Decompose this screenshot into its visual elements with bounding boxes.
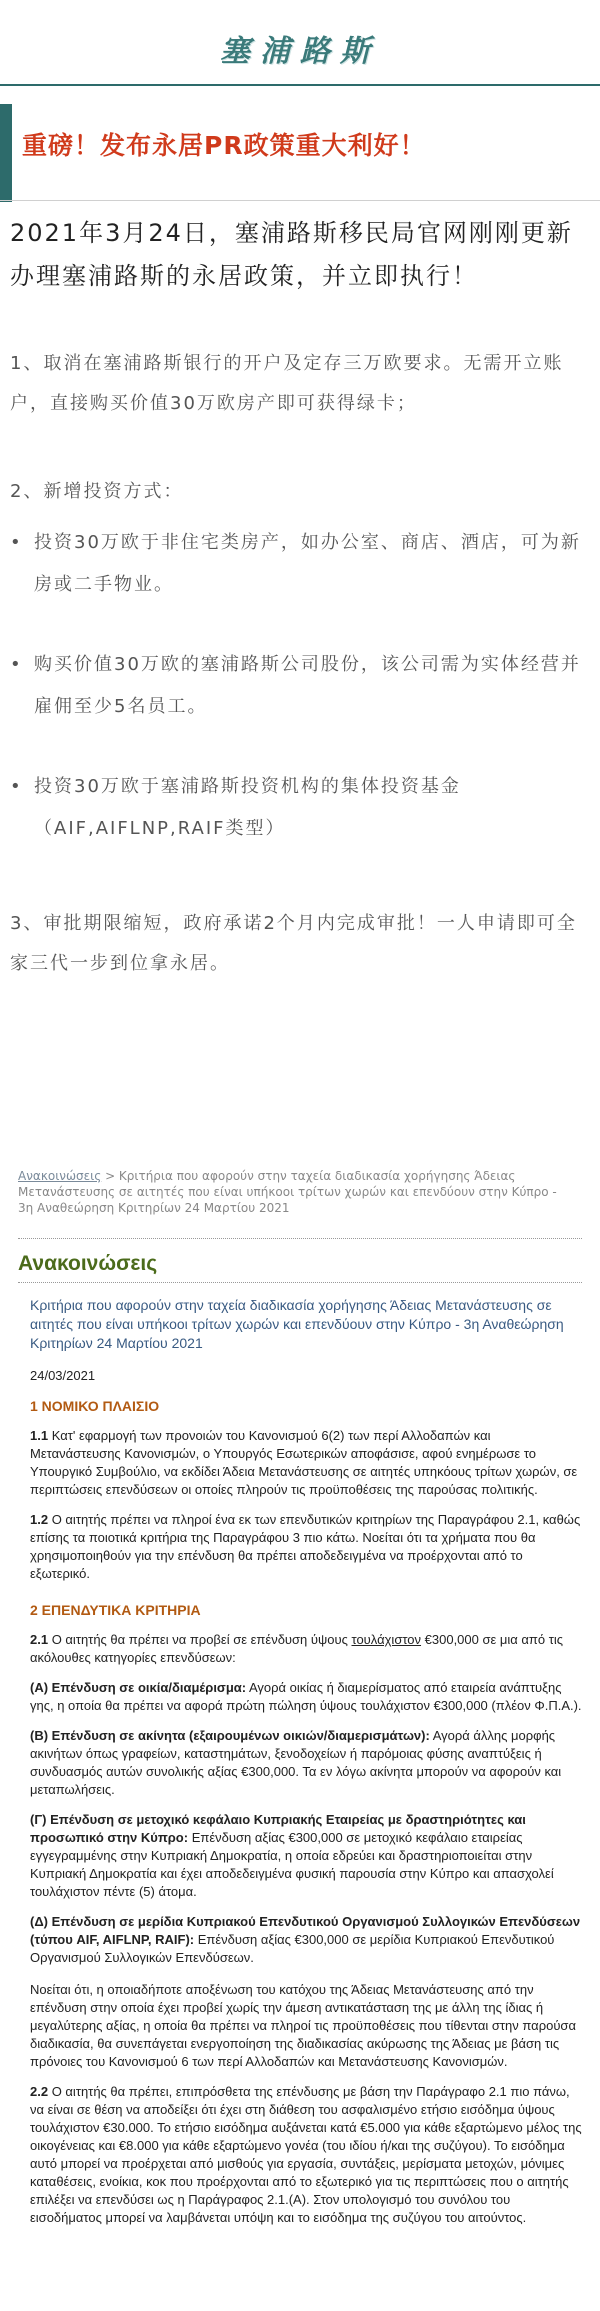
para-number: 1.1 xyxy=(30,1428,49,1443)
item-heading: (Δ) Επένδυση σε μερίδια Κυπριακού Επενδυτικού Οργανισμού Συλλογικών Επενδύσεων (τύπου AIF, AIFLNP, RAIF): xyxy=(30,1914,581,1947)
list-item-text: 投资30万欧于塞浦路斯投资机构的集体投资基金（AIF,AIFLNP,RAIF类型） xyxy=(34,776,461,839)
item-text: Επένδυση αξίας €300,000 σε μερίδια Κυπριακού Επενδυτικού Οργανισμού Συλλογικών Επενδύσεων. xyxy=(30,1932,555,1965)
para-text: €300,000 σε μια από τις ακόλουθες κατηγορίες επενδύσεων: xyxy=(30,1632,564,1665)
breadcrumb-link[interactable]: Ανακοινώσεις xyxy=(18,1169,102,1183)
point-1: 1、取消在塞浦路斯银行的开户及定存三万欧要求。无需开立账户，直接购买价值30万欧房产即可获得绿卡； xyxy=(10,353,564,414)
doc-paragraph xyxy=(30,1913,582,1967)
para-number: 2.1 xyxy=(30,1632,49,1647)
doc-paragraph xyxy=(30,2083,582,2227)
item-heading: (Γ) Επένδυση σε μετοχικό κεφάλαιο Κυπριακής Εταιρείας με δραστηριότητες και προσωπικό στην Κύπρο: xyxy=(30,1812,526,1845)
brand-title: 塞浦路斯 xyxy=(220,34,380,69)
intro-paragraph: 2021年3月24日，塞浦路斯移民局官网刚刚更新办理塞浦路斯的永居政策，并立即执行！ xyxy=(10,219,573,290)
point-2: 2、新增投资方式： xyxy=(10,481,184,502)
dotted-divider xyxy=(18,1282,582,1283)
item-heading: (Β) Επένδυση σε ακίνητα (εξαιρουμένων οικιών/διαμερισμάτων): xyxy=(30,1728,430,1743)
header xyxy=(0,0,600,95)
para-number: 1.2 xyxy=(30,1512,49,1527)
bullet-icon: • xyxy=(10,654,23,675)
breadcrumb-rest: > Κριτήρια που αφορούν στην ταχεία διαδικασία χορήγησης Άδειας Μετανάστευσης σε αιτητές που είναι υπήκοοι τρίτων χωρών και επενδύουν στην Κύπρο - 3η Αναθεώρηση Κριτηρίων 24 Μαρτίου 2021 xyxy=(18,1169,557,1215)
headline-accent-bar xyxy=(0,104,12,202)
item-heading: (Α) Επένδυση σε οικία/διαμέρισμα: xyxy=(30,1680,247,1695)
headline-text: 重磅！发布永居PR政策重大利好！ xyxy=(22,131,426,160)
para-text: Ο αιτητής θα πρέπει να προβεί σε επένδυση ύψους xyxy=(48,1632,352,1647)
bullet-icon: • xyxy=(10,532,23,553)
section-heading: 1 ΝΟΜΙΚΟ ΠΛΑΙΣΙΟ xyxy=(30,1398,160,1414)
doc-paragraph: Νοείται ότι, η οποιαδήποτε αποξένωση του κατόχου της Άδειας Μετανάστευσης από την επένδυση στην οποία έχει προβεί χωρίς την άμεση αντικατάσταση της με άλλη της ίδιας ή μεγαλύτερης αξίας, η οποία θα πρέπει να πληροί τις προϋποθέσεις που τίθενται στην παρούσα διαδικασία, θα συνεπάγεται ενεργοποίηση της διαδικασίας ακύρωσης της Άδειας με βάση τις πρόνοιες του Κανονισμού 6 των περί Αλλοδαπών και Μετανάστευσης Κανονισμών. xyxy=(30,1982,576,2069)
item-text: Αγορά άλλης μορφής ακινήτων όπως γραφείων, καταστημάτων, ξενοδοχείων ή παρόμοιας φύσης αναπτύξεις ή συνδυασμός αυτών συνολικής αξίας €300,000. Τα εν λόγω ακίνητα μπορούν να αφορούν και μεταπωλήσεις. xyxy=(30,1728,562,1797)
para-text: Ο αιτητής θα πρέπει, επιπρόσθετα της επένδυσης με βάση την Παράγραφο 2.1 πιο πάνω, να είναι σε θέση να αποδείξει ότι έχει στη διάθεση του ασφαλισμένο ετήσιο εισόδημα ύψους τουλάχιστον €30.000. Το ετήσιο εισόδημα αυξάνεται κατά €5.000 για κάθε εξαρτώμενο μέλος της οικογένειας και €8.000 για κάθε εξαρτώμενο γονέα (του ιδίου ή/και της συζύγου). Το εισόδημα αυτό μπορεί να προέρχεται από μισθούς για εργασία, συντάξεις, μερίσματα μετοχών, μόνιμες καταθέσεις, ενοίκια, κοκ που προέρχονται από το εξωτερικό για τις περιπτώσεις που ο αιτητής επιλέξει να επενδύσει ως η Παράγραφος 2.1.(Α). Στον υπολογισμό του συνόλου του εισοδήματος μπορεί να λαμβάνεται υπόψη και το εισόδημα της συζύγου του αιτούντος. xyxy=(30,2084,582,2225)
para-underline: τουλάχιστον xyxy=(351,1632,422,1647)
bullet-icon: • xyxy=(10,776,23,797)
doc-body xyxy=(30,1296,582,2227)
headline-block xyxy=(0,104,600,202)
header-divider xyxy=(0,84,600,86)
list-item-text: 投资30万欧于非住宅类房产，如办公室、商店、酒店，可为新房或二手物业。 xyxy=(34,532,581,595)
doc-subtitle: Κριτήρια που αφορούν στην ταχεία διαδικασία χορήγησης Άδειας Μετανάστευσης σε αιτητές που είναι υπήκοοι τρίτων χωρών και επενδύουν στην Κύπρο - 3η Αναθεώρηση Κριτηρίων 24 Μαρτίου 2021 xyxy=(30,1297,564,1351)
section-heading: 2 ΕΠΕΝΔΥΤΙΚΑ ΚΡΙΤΗΡΙΑ xyxy=(30,1602,201,1618)
list-item xyxy=(10,644,590,728)
doc-paragraph xyxy=(30,1727,582,1799)
document-screenshot xyxy=(0,1168,600,2311)
doc-date: 24/03/2021 xyxy=(30,1368,96,1383)
dotted-divider xyxy=(18,1238,582,1239)
doc-paragraph xyxy=(30,1679,582,1715)
para-number: 2.2 xyxy=(30,2084,49,2099)
para-text: Ο αιτητής πρέπει να πληροί ένα εκ των επενδυτικών κριτηρίων της Παραγράφου 2.1, καθώς επίσης τα ποιοτικά κριτήρια της Παραγράφου 3 πιο κάτω. Νοείται ότι τα χρήματα που θα χρησιμοποιηθούν για την επένδυση θα πρέπει αποδεδειγμένα να προέρχονται από το εξωτερικό. xyxy=(30,1512,581,1581)
point-3: 3、审批期限缩短，政府承诺2个月内完成审批！一人申请即可全家三代一步到位拿永居。 xyxy=(10,913,577,974)
item-text: Επένδυση αξίας €300,000 σε μετοχικό κεφάλαιο εταιρείας εγγεγραμμένης στην Κυπριακή Δημοκρατία, η οποία εδρεύει και δραστηριοποιείται στην Κυπριακή Δημοκρατία και έχει αποδεδειγμένα φυσική παρουσία στην Κύπρο και απασχολεί τουλάχιστον πέντε (5) άτομα. xyxy=(30,1830,554,1899)
list-item-text: 购买价值30万欧的塞浦路斯公司股份，该公司需为实体经营并雇佣至少5名员工。 xyxy=(34,654,581,717)
doc-paragraph xyxy=(30,1631,582,1667)
announcements-title: Ανακοινώσεις xyxy=(18,1252,158,1275)
doc-paragraph xyxy=(30,1511,582,1583)
item-text: Αγορά οικίας ή διαμερίσματος από εταιρεία ανάπτυξης γης, η οποία θα πρέπει να αφορά πρώτη πώληση ύψους τουλάχιστον €300,000 (πλέον Φ.Π.Α.). xyxy=(30,1680,582,1713)
divider xyxy=(0,200,600,201)
list-item xyxy=(10,766,590,850)
list-item xyxy=(10,522,590,606)
breadcrumb xyxy=(18,1168,560,1216)
doc-paragraph xyxy=(30,1811,582,1901)
doc-paragraph xyxy=(30,1427,582,1499)
para-text: Κατ' εφαρμογή των προνοιών του Κανονισμού 6(2) των περί Αλλοδαπών και Μετανάστευσης Κανονισμών, ο Υπουργός Εσωτερικών αποφάσισε, αφού ενημέρωσε το Υπουργικό Συμβούλιο, να εκδίδει Άδεια Μετανάστευσης σε αιτητές υπηκόους τρίτων χωρών, σε περιπτώσεις επενδύσεων οι οποίες πληρούν τις προϋποθέσεις της παρούσας πολιτικής. xyxy=(30,1428,578,1497)
